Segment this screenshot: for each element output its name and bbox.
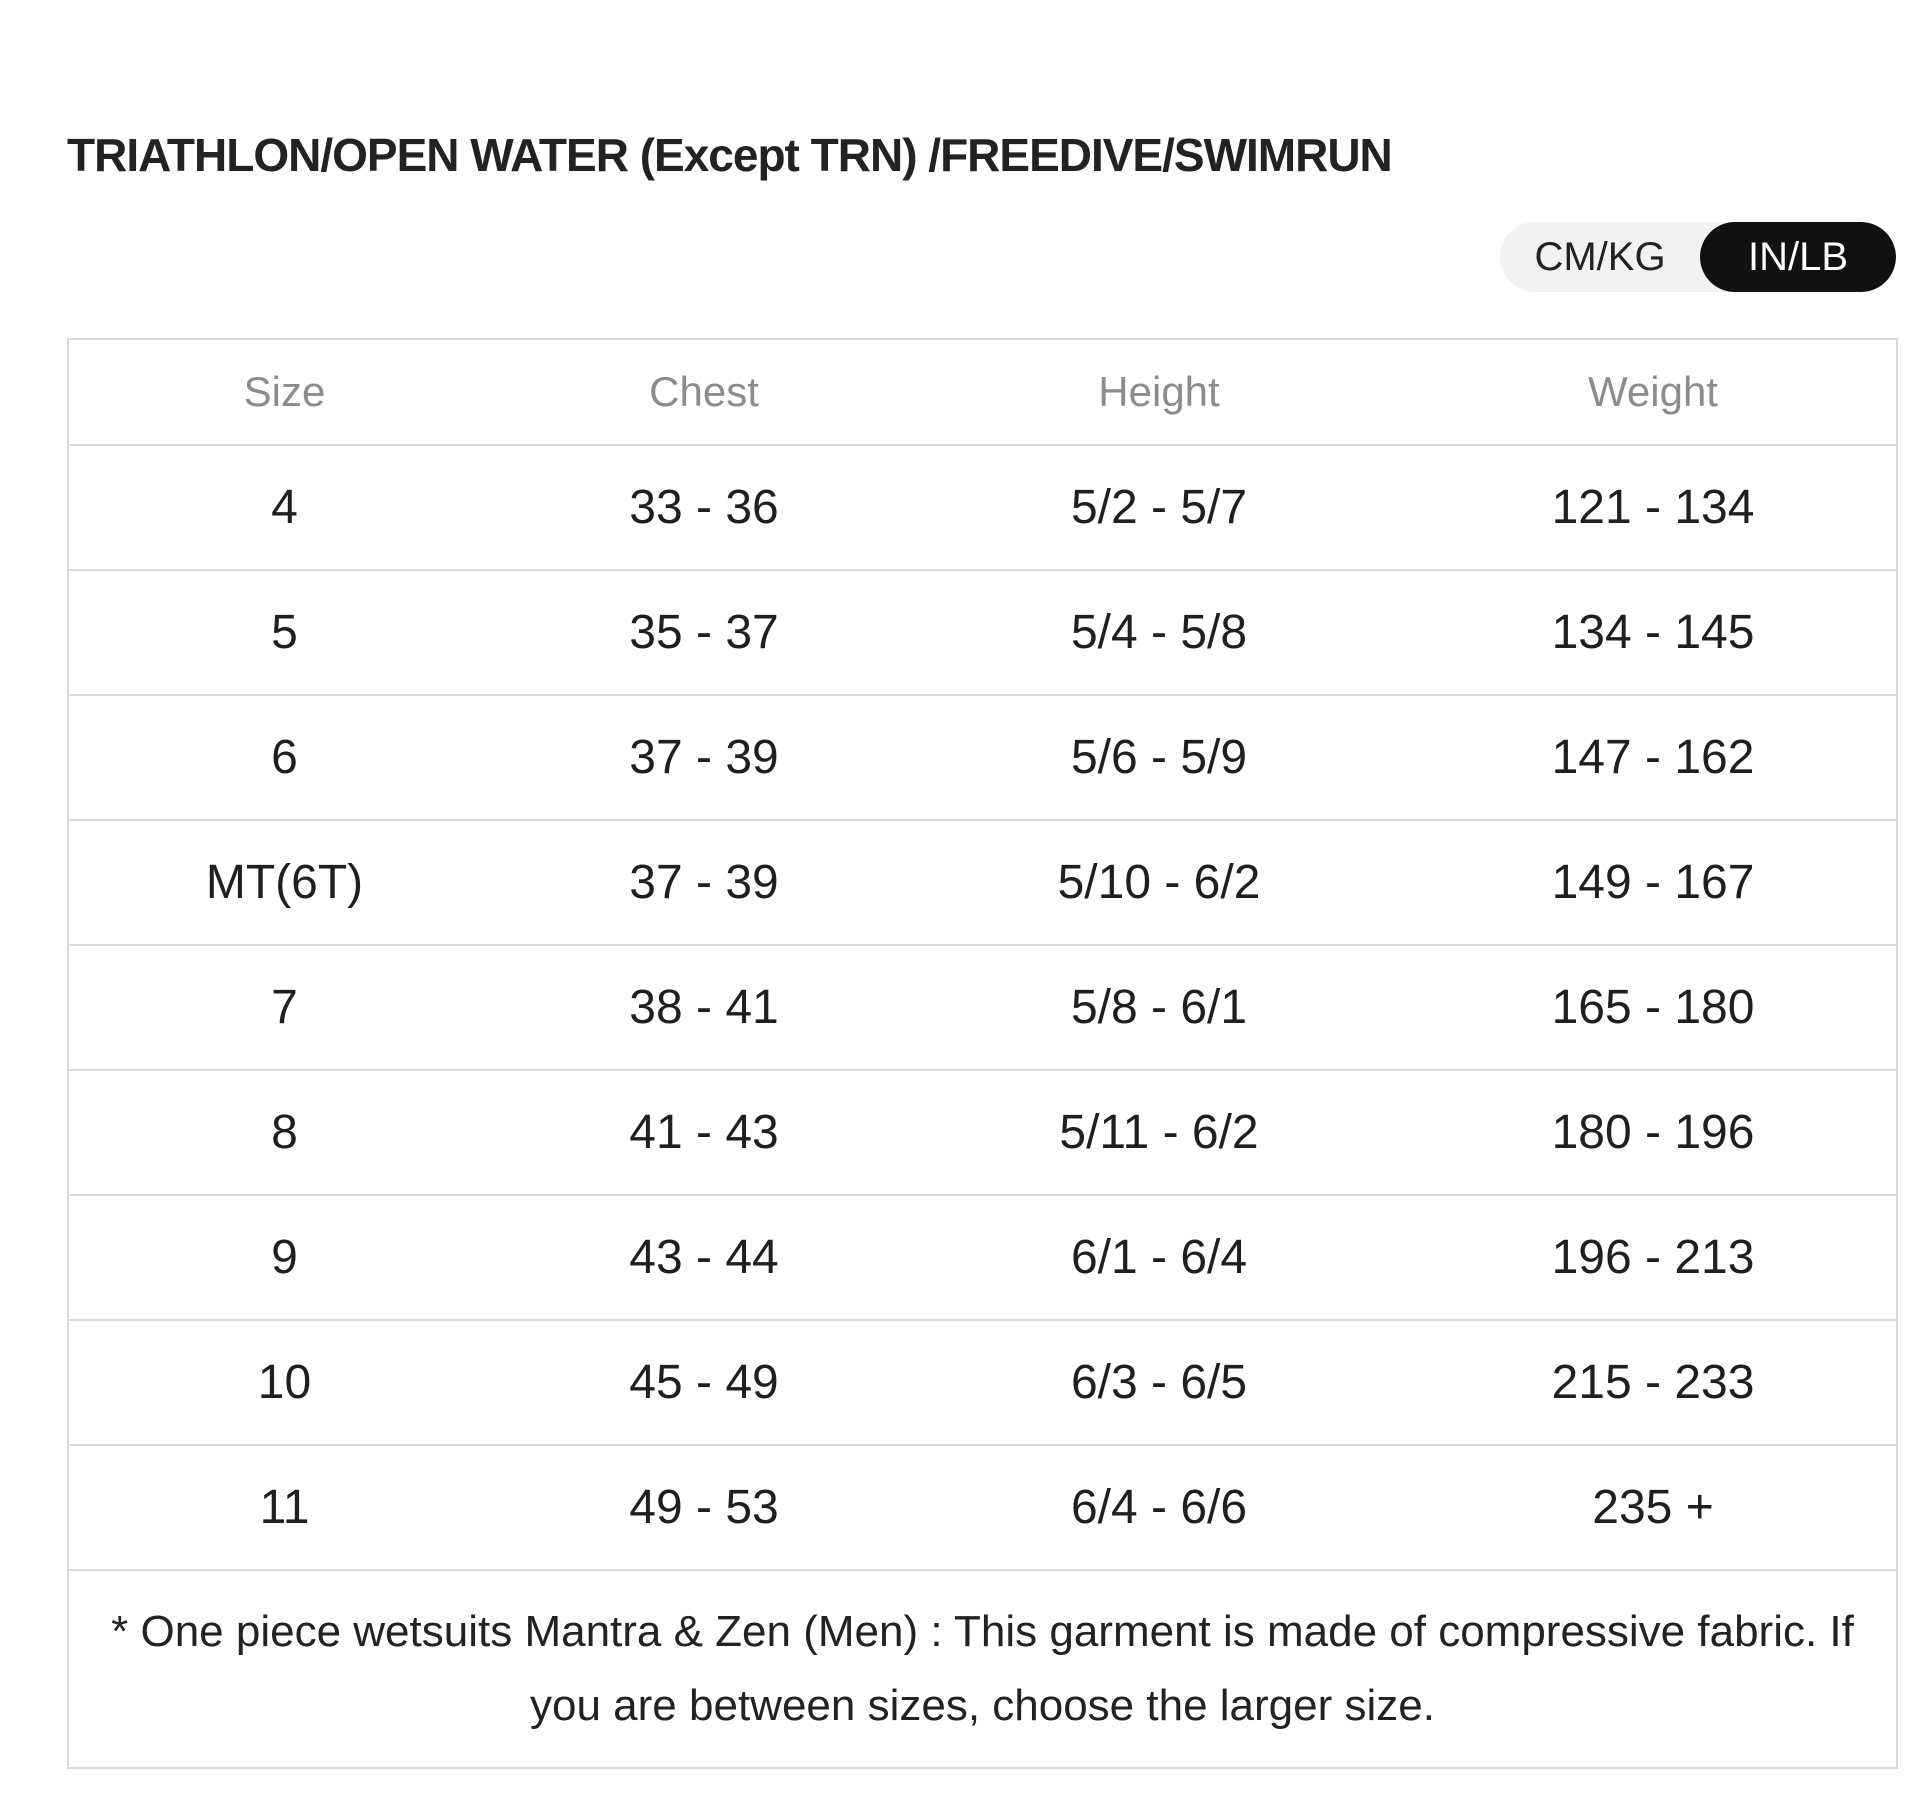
cell-weight: 121 - 134 bbox=[1410, 445, 1897, 570]
cell-weight: 147 - 162 bbox=[1410, 695, 1897, 820]
cell-weight: 180 - 196 bbox=[1410, 1070, 1897, 1195]
cell-size: 8 bbox=[68, 1070, 500, 1195]
table-row bbox=[68, 570, 1897, 695]
cell-weight: 134 - 145 bbox=[1410, 570, 1897, 695]
header-height: Height bbox=[908, 339, 1410, 445]
table-row bbox=[68, 1070, 1897, 1195]
cell-weight: 215 - 233 bbox=[1410, 1320, 1897, 1445]
cell-size: MT(6T) bbox=[68, 820, 500, 945]
cell-height: 6/3 - 6/5 bbox=[908, 1320, 1410, 1445]
cell-chest: 45 - 49 bbox=[500, 1320, 908, 1445]
table-header-row bbox=[68, 339, 1897, 445]
cell-chest: 49 - 53 bbox=[500, 1445, 908, 1570]
cell-weight: 149 - 167 bbox=[1410, 820, 1897, 945]
cell-size: 5 bbox=[68, 570, 500, 695]
header-chest: Chest bbox=[500, 339, 908, 445]
cell-chest: 37 - 39 bbox=[500, 695, 908, 820]
footnote-row bbox=[68, 1570, 1897, 1768]
footnote-text: * One piece wetsuits Mantra & Zen (Men) : This garment is made of compressive fabric. If you are between sizes, choose the larger size. bbox=[68, 1570, 1897, 1768]
cell-size: 10 bbox=[68, 1320, 500, 1445]
cell-height: 6/4 - 6/6 bbox=[908, 1445, 1410, 1570]
cell-height: 5/2 - 5/7 bbox=[908, 445, 1410, 570]
cell-size: 9 bbox=[68, 1195, 500, 1320]
cell-size: 4 bbox=[68, 445, 500, 570]
cell-height: 6/1 - 6/4 bbox=[908, 1195, 1410, 1320]
cell-chest: 43 - 44 bbox=[500, 1195, 908, 1320]
table-row bbox=[68, 1320, 1897, 1445]
cell-chest: 33 - 36 bbox=[500, 445, 908, 570]
unit-toggle[interactable] bbox=[1500, 222, 1896, 292]
cell-weight: 196 - 213 bbox=[1410, 1195, 1897, 1320]
table-row bbox=[68, 445, 1897, 570]
unit-option-cm-kg[interactable]: CM/KG bbox=[1534, 234, 1666, 279]
cell-height: 5/4 - 5/8 bbox=[908, 570, 1410, 695]
cell-height: 5/6 - 5/9 bbox=[908, 695, 1410, 820]
cell-size: 7 bbox=[68, 945, 500, 1070]
cell-size: 11 bbox=[68, 1445, 500, 1570]
table-row bbox=[68, 695, 1897, 820]
cell-height: 5/8 - 6/1 bbox=[908, 945, 1410, 1070]
header-size: Size bbox=[68, 339, 500, 445]
cell-height: 5/11 - 6/2 bbox=[908, 1070, 1410, 1195]
cell-height: 5/10 - 6/2 bbox=[908, 820, 1410, 945]
unit-option-in-lb[interactable]: IN/LB bbox=[1700, 222, 1896, 292]
cell-size: 6 bbox=[68, 695, 500, 820]
header-weight: Weight bbox=[1410, 339, 1897, 445]
cell-chest: 35 - 37 bbox=[500, 570, 908, 695]
cell-weight: 235 + bbox=[1410, 1445, 1897, 1570]
table-row bbox=[68, 945, 1897, 1070]
table-row bbox=[68, 820, 1897, 945]
cell-chest: 38 - 41 bbox=[500, 945, 908, 1070]
table-row bbox=[68, 1445, 1897, 1570]
page-title: TRIATHLON/OPEN WATER (Except TRN) /FREEDIVE/SWIMRUN bbox=[67, 129, 1392, 181]
size-chart-table bbox=[67, 338, 1898, 1769]
cell-chest: 41 - 43 bbox=[500, 1070, 908, 1195]
table-row bbox=[68, 1195, 1897, 1320]
cell-weight: 165 - 180 bbox=[1410, 945, 1897, 1070]
cell-chest: 37 - 39 bbox=[500, 820, 908, 945]
